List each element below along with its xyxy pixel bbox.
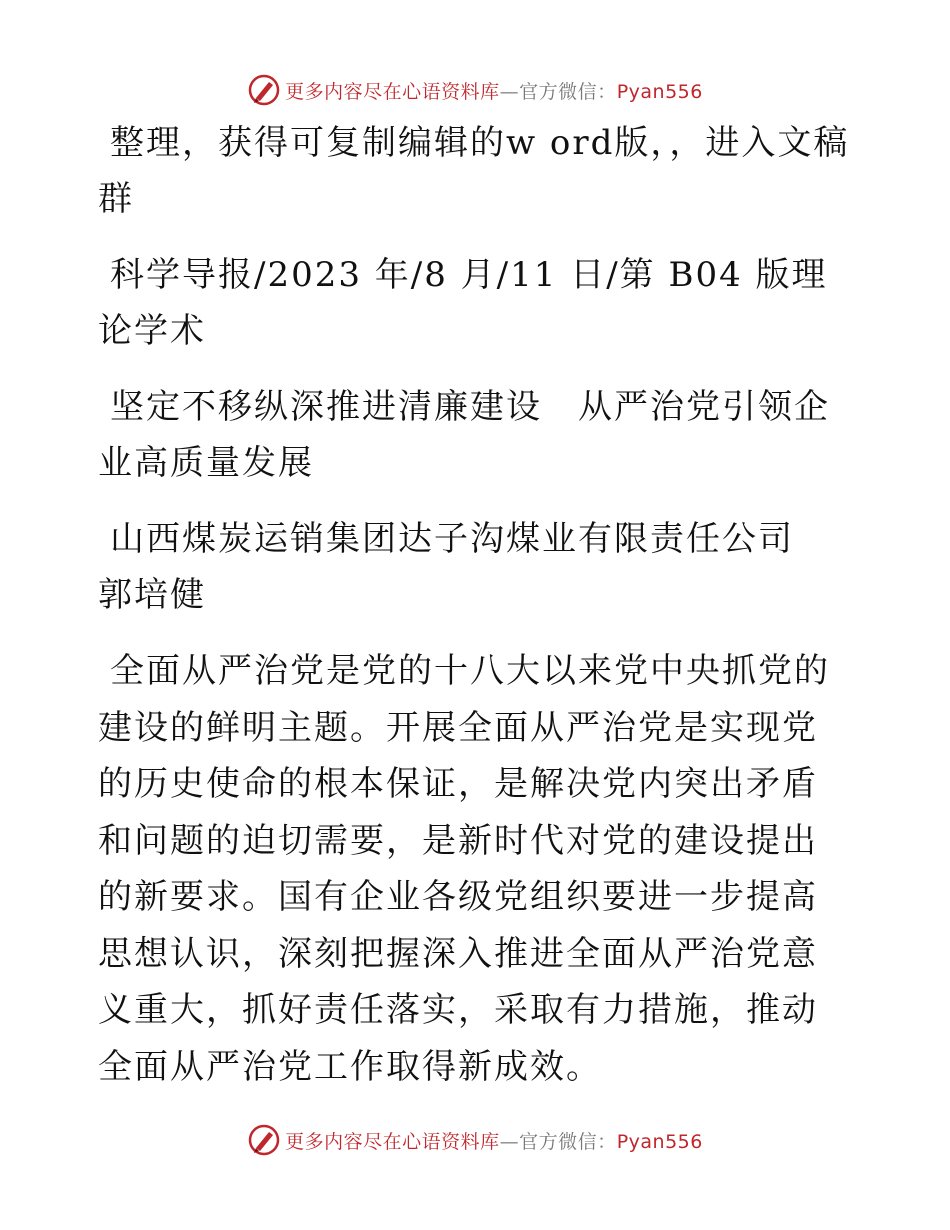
article-title: 坚定不移纵深推进清廉建设 从严治党引领企业高质量发展 bbox=[98, 387, 830, 483]
banner-text bbox=[285, 1127, 703, 1154]
pen-logo-icon bbox=[247, 1123, 281, 1157]
document-body bbox=[98, 115, 853, 1115]
banner-site-text: 更多内容尽在心语资料库 bbox=[285, 1130, 500, 1153]
footer-banner bbox=[0, 1120, 950, 1160]
banner-text bbox=[285, 77, 703, 104]
banner-dash: — bbox=[499, 1130, 520, 1153]
banner-label: 官方微信： bbox=[519, 80, 617, 103]
banner-site-text: 更多内容尽在心语资料库 bbox=[285, 80, 500, 103]
body-paragraph: 全面从严治党是党的十八大以来党中央抓党的建设的鲜明主题。开展全面从严治党是实现党的历史使命的根本保证，是解决党内突出矛盾和问题的迫切需要，是新时代对党的建设提出的新要求。国有企业各级党组织要进一步提高思想认识，深刻把握深入推进全面从严治党意义重大，抓好责任落实，采取有力措施，推动全面从严治党工作取得新成效。 bbox=[98, 651, 830, 1087]
banner-dash: — bbox=[499, 80, 520, 103]
banner-wechat-id: Pyan556 bbox=[616, 1130, 703, 1153]
banner-wechat-id: Pyan556 bbox=[616, 80, 703, 103]
pen-logo-icon bbox=[247, 73, 281, 107]
source-line: 科学导报/2023 年/8 月/11 日/第 B04 版理论学术 bbox=[98, 255, 828, 351]
intro-note: 整理，获得可复制编辑的w ord版，，进入文稿群 bbox=[98, 123, 850, 219]
banner-label: 官方微信： bbox=[519, 1130, 617, 1153]
author-line: 山西煤炭运销集团达子沟煤业有限责任公司 郭培健 bbox=[98, 519, 830, 615]
header-banner bbox=[0, 70, 950, 110]
